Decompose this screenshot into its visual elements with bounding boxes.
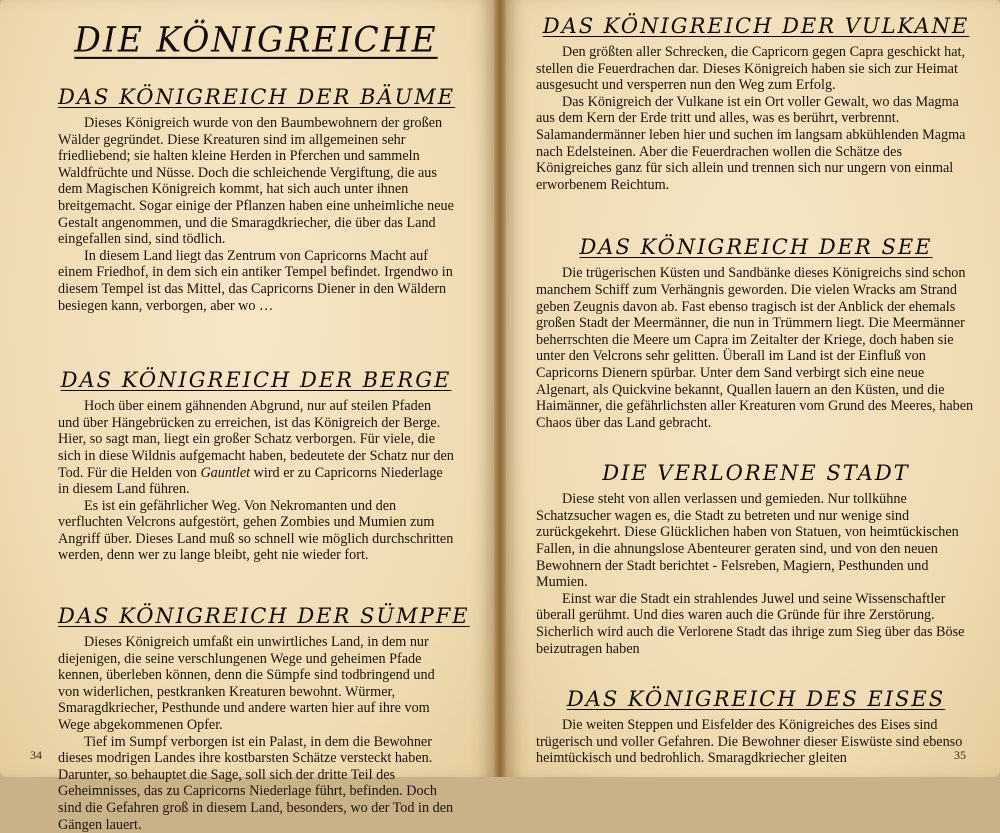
paragraph: Dieses Königreich wurde von den Baumbewohnern der großen Wälder gegründet. Diese Kreaturen sind im allgemeinen sehr friedliebend; sie halten kleine Herden in Pferchen und sammeln Waldfrüchte und Nüsse. Doch die schleichende Vergiftung, die aus dem Magischen Königreich kommt, hat sich auch unter ihnen breitgemacht. Sogar einige der Pflanzen haben eine unheimliche neue Gestalt angenommen, und die Smaragdkriecher, die über das Land eingefallen sind, sind tödlich. (58, 115, 454, 248)
paragraph: Tief im Sumpf verborgen ist ein Palast, in dem die Bewohner dieses modrigen Landes ihre kostbarsten Schätze versteckt haben. Darunter, so behauptet die Sage, soll sich der dritte Teil des Geheimnisses, das zu Capricorns Niederlage führt, befinden. Doch sind die Gefahren groß in diesem Land, besonders, wo der Tod in den Gängen lauert. (58, 733, 454, 833)
paragraph-text: Hoch über einem gähnenden Abgrund, nur auf steilen Pfaden und über Hängebrücken zu erreichen, ist das Königreich der Berge. Hier, so sagt man, liegt ein großer Schatz verborgen. Für viele, die sich in diese Wildnis aufgemacht haben, bedeutete der Schatz nur den Tod. Für die Helden von (58, 398, 454, 481)
page-number: 34 (30, 748, 42, 762)
right-page (506, 0, 1000, 777)
section-heading-swamps: DAS KÖNIGREICH DER SÜMPFE (58, 604, 470, 629)
section-body-volcanoes (536, 44, 976, 193)
paragraph: In diesem Land liegt das Zentrum von Capricorns Macht auf einem Friedhof, in dem sich ein antiker Tempel befindet. Irgendwo in diesem Tempel ist das Mittel, das Capricorns Diener in den Wäldern besiegen kann, verborgen, aber wo … (58, 247, 453, 314)
section-heading-mountains: DAS KÖNIGREICH DER BERGE (60, 368, 452, 393)
paragraph: Es ist ein gefährlicher Weg. Von Nekromanten und den verfluchten Velcrons aufgestört, gehen Zombies und Mumien zum Angriff über. Dieses Land muß so schnell wie möglich durchschritten werden, denn wer zu lange bleibt, geht nie wieder fort. (58, 497, 454, 564)
section-heading-ice: DAS KÖNIGREICH DES EISES (566, 687, 946, 712)
section-body-trees (58, 115, 454, 314)
left-page-content (58, 19, 470, 833)
paragraph: Diese steht von allen verlassen und gemieden. Nur tollkühne Schatzsucher wagen es, die Stadt zu betreten und nur wenige sind zurückgekehrt. Diese Glücklichen haben von Statuen, von heimtückischen Fallen, in die ahnungslose Abenteurer geraten sind, und von den neuen Bewohnern der Stadt berichtet - Felsreben, Magiern, Pesthunden und Mumien. (536, 491, 959, 591)
section-heading-lost-city: DIE VERLORENE STADT (602, 461, 910, 486)
game-title: Gauntlet (200, 464, 251, 481)
paragraph: Die weiten Steppen und Eisfelder des Königreiches des Eises sind trügerisch und voller Gefahren. Die Bewohner dieser Eiswüste sind ebenso heimtückisch und bedrohlich. Smaragdkriecher gleiten (536, 717, 963, 767)
page-title: DIE KÖNIGREICHE (74, 19, 438, 60)
book-gutter (494, 0, 506, 777)
section-body-sea (536, 265, 976, 431)
left-page (0, 0, 494, 833)
right-page-content (536, 14, 976, 767)
section-body-mountains (58, 398, 454, 564)
paragraph: Das Königreich der Vulkane ist ein Ort voller Gewalt, wo das Magma aus dem Kern der Erde tritt und alles, was es berührt, verbrennt. Salamandermänner leben hier und suchen im langsam abkühlenden Magma nach Edelsteinen. Aber die Feuerdrachen wollen die Schätze des Königreiches ganz für sich allein und trennen sich nur ungern von einmal erworbenem Reichtum. (536, 93, 966, 193)
section-body-ice (536, 717, 976, 767)
page-number: 35 (954, 748, 966, 762)
paragraph: Die trügerischen Küsten und Sandbänke dieses Königreichs sind schon manchem Schiff zum Verhängnis geworden. Die vielen Wracks am Strand geben Zeugnis davon ab. Fast ebenso tragisch ist der Anblick der ehemals großen Stadt der Meermänner, die nun in Trümmern liegt. Die Meermänner beherrschten die Meere um Capra im Zeitalter der Kriege, doch haben sie unter den Velcrons sehr gelitten. Überall im Land ist der Einfluß von Capricorns Dienern spürbar. Unter dem Sand verbirgt sich eine neue Algenart, als Quickvine bekannt, Quallen lauern an den Küsten, und die Haimänner, die gefährlichsten aller Kreaturen vom Grund des Meeres, haben Chaos über das Land gebracht. (536, 265, 974, 431)
section-heading-trees: DAS KÖNIGREICH DER BÄUME (58, 85, 456, 109)
paragraph: Einst war die Stadt ein strahlendes Juwel und seine Wissenschaftler überall gerühmt. Und dies waren auch die Gründe für ihre Zerstörung. Sicherlich wird auch die Verlorene Stadt das ihrige zum Sieg über das Böse beizutragen haben (536, 590, 965, 657)
paragraph (58, 398, 454, 498)
section-heading-sea: DAS KÖNIGREICH DER SEE (579, 235, 933, 260)
section-body-lost-city (536, 491, 976, 657)
paragraph: Dieses Königreich umfaßt ein unwirtliches Land, in dem nur diejenigen, die seine verschlungenen Wege und geheimen Pfade kennen, überleben können, denn die Sümpfe sind todbringend und von widerlichen, pestkranken Kreaturen bewohnt. Würmer, Smaragdkriecher, Pesthunde und andere warten hier auf ihre vom Wege abgekommenen Opfer. (58, 634, 435, 734)
section-heading-volcanoes: DAS KÖNIGREICH DER VULKANE (542, 14, 970, 38)
paragraph: Den größten aller Schrecken, die Capricorn gegen Capra geschickt hat, stellen die Feuerdrachen dar. Dieses Königreich haben sie sich zur Heimat ausgesucht und versperren nun den Weg zum Erfolg. (536, 44, 965, 94)
section-body-swamps (58, 634, 454, 833)
paragraph-text: wird er zu Capricorns Niederlage in diesem Land führen. (58, 464, 443, 498)
